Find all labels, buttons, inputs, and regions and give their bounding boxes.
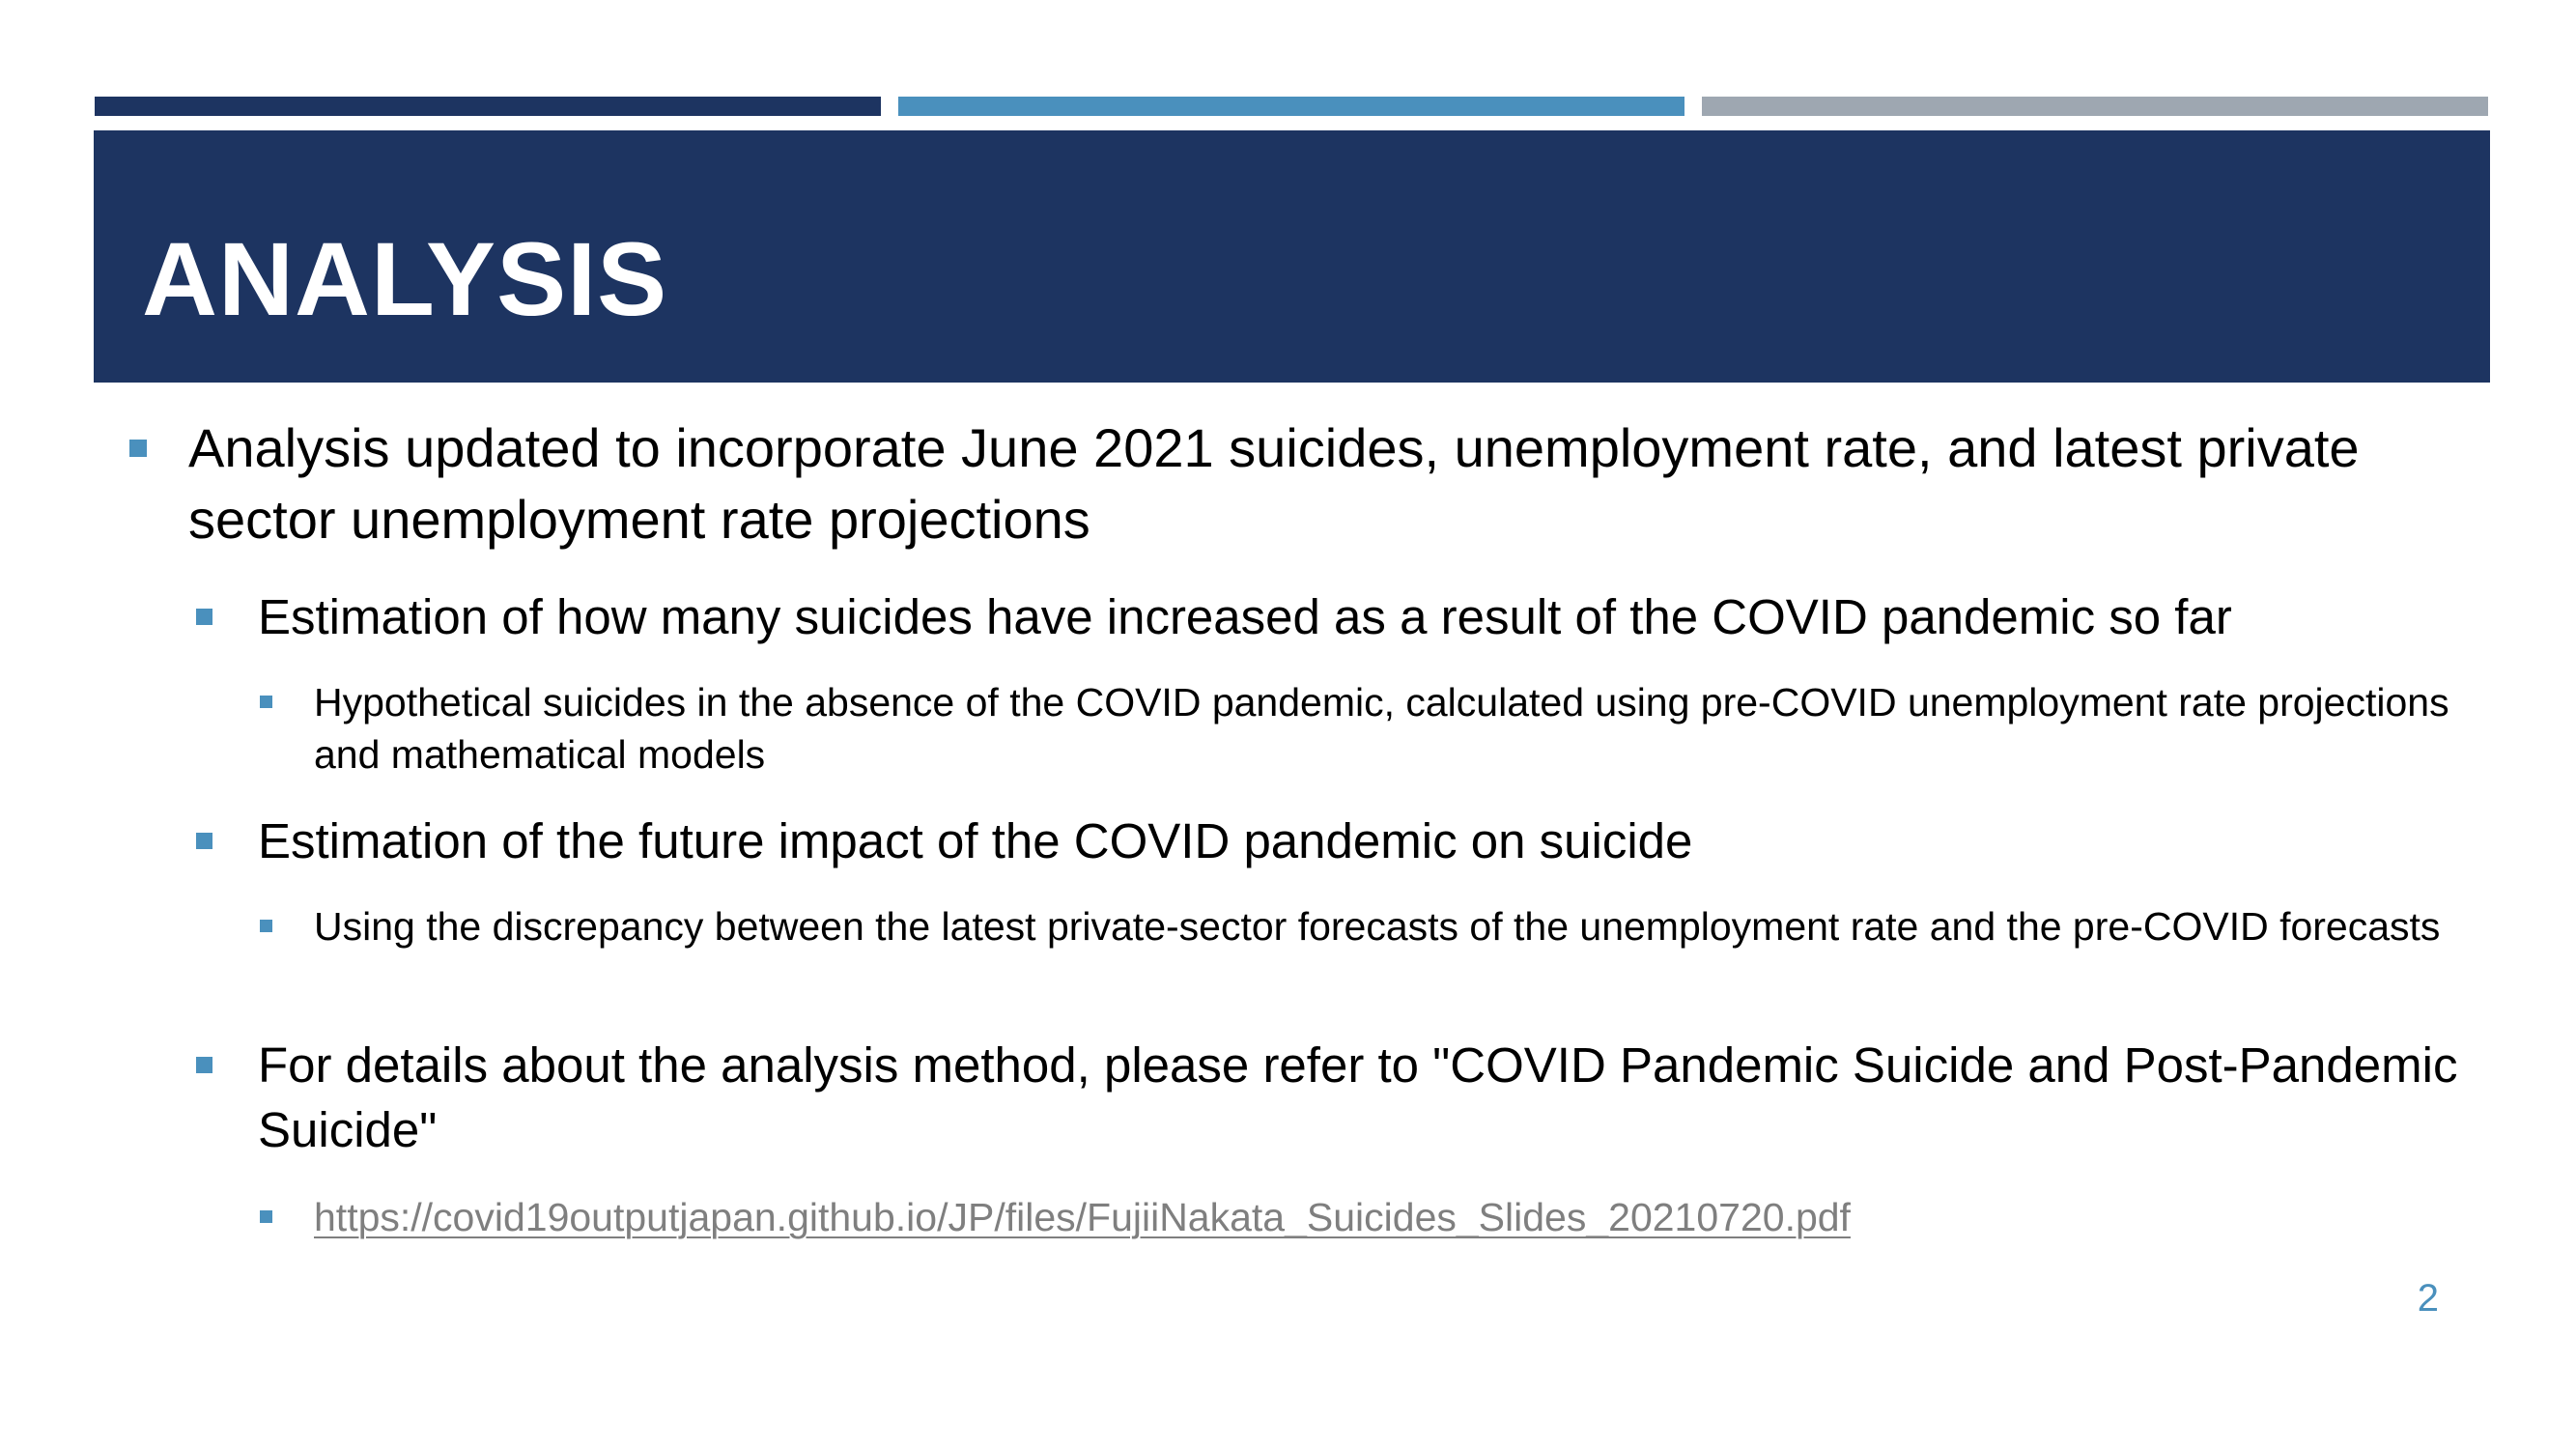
page-number: 2 xyxy=(2417,1277,2439,1320)
bullet-square-icon xyxy=(260,1210,272,1223)
bullet-level-3 xyxy=(314,900,2468,952)
bullet-level-1 xyxy=(188,412,2439,555)
bullet-level-3 xyxy=(314,676,2468,781)
bullet-square-icon xyxy=(260,696,272,708)
bullet-level-2 xyxy=(258,584,2470,649)
bullet-text: Analysis updated to incorporate June 2021 suicides, unemployment rate, and latest private sector unemployment rate projections xyxy=(188,417,2360,550)
bullet-level-2 xyxy=(258,1033,2470,1162)
bullet-square-icon xyxy=(196,609,212,625)
bullet-text: Hypothetical suicides in the absence of the COVID pandemic, calculated using pre-COVID unemployment rate projections and mathematical models xyxy=(314,680,2449,777)
bullet-square-icon xyxy=(196,1057,212,1073)
bullet-level-3 xyxy=(314,1191,2468,1243)
bullet-square-icon xyxy=(196,833,212,849)
reference-link[interactable]: https://covid19outputjapan.github.io/JP/files/FujiiNakata_Suicides_Slides_20210720.pdf xyxy=(314,1195,1851,1239)
bullet-level-2 xyxy=(258,809,2470,873)
bullet-square-icon xyxy=(129,440,147,457)
slide-title: ANALYSIS xyxy=(142,220,668,337)
bullet-text: Using the discrepancy between the latest private-sector forecasts of the unemployment rate and the pre-COVID forecasts xyxy=(314,904,2441,949)
bullet-text: Estimation of how many suicides have increased as a result of the COVID pandemic so far xyxy=(258,589,2232,644)
bullet-square-icon xyxy=(260,920,272,932)
bullet-text: For details about the analysis method, please refer to "COVID Pandemic Suicide and Post-Pandemic Suicide" xyxy=(258,1037,2458,1157)
bullet-text: Estimation of the future impact of the COVID pandemic on suicide xyxy=(258,813,1693,868)
